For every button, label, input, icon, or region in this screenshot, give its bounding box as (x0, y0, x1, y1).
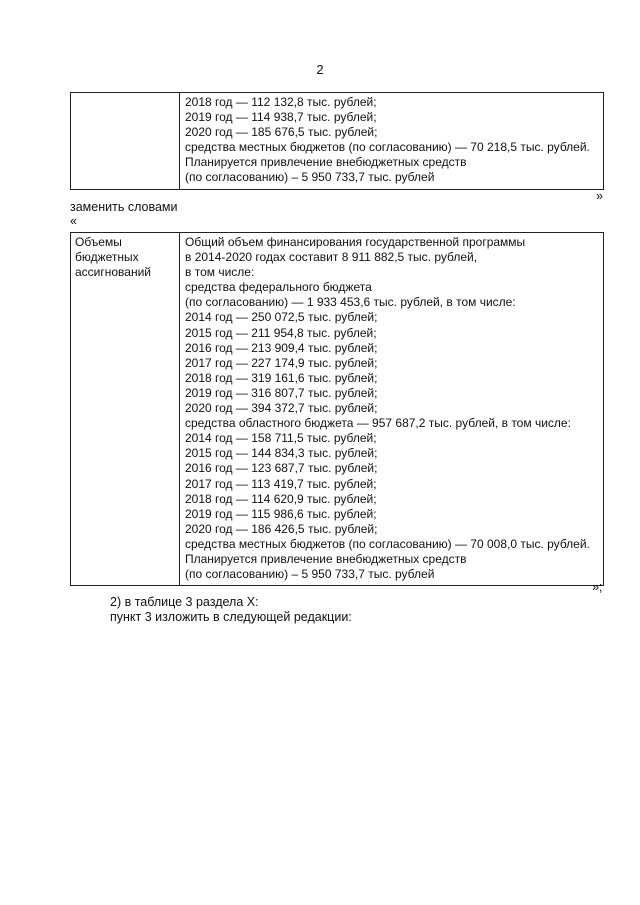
closing-quote: »; (592, 580, 603, 594)
table-row (71, 93, 604, 190)
label-line: ассигнований (75, 265, 152, 280)
label-line: Объемы (75, 235, 122, 249)
label-cell (71, 93, 180, 190)
table-line: 2018 год — 114 620,9 тыс. рублей; (185, 491, 377, 506)
table-line: 2014 год — 250 072,5 тыс. рублей; (185, 310, 378, 325)
table-line: 2019 год — 316 807,7 тыс. рублей; (185, 385, 378, 400)
table-line: Планируется привлечение внебюджетных средств (185, 155, 467, 170)
table-line: 2018 год — 112 132,8 тыс. рублей; (185, 95, 377, 109)
label-cell (71, 233, 180, 586)
label-line: бюджетных (75, 250, 139, 265)
content-cell (180, 233, 604, 586)
table-line: (по согласованию) – 5 950 733,7 тыс. рублей (185, 170, 435, 185)
table-line: (по согласованию) — 1 933 453,6 тыс. рублей, в том числе: (185, 295, 516, 310)
table-line: средства местных бюджетов (по согласованию) — 70 218,5 тыс. рублей. (185, 140, 590, 155)
table-line: 2020 год — 185 676,5 тыс. рублей; (185, 125, 378, 140)
table-line: Планируется привлечение внебюджетных средств (185, 551, 467, 566)
table-line: средства федерального бюджета (185, 280, 372, 295)
table-line: в том числе: (185, 265, 255, 280)
table-line: 2016 год — 123 687,7 тыс. рублей; (185, 461, 378, 476)
table-line: Общий объем финансирования государственной программы (185, 235, 526, 249)
table-line: средства местных бюджетов (по согласованию) — 70 008,0 тыс. рублей. (185, 536, 590, 551)
table-line: 2016 год — 213 909,4 тыс. рублей; (185, 340, 378, 355)
content-cell (180, 93, 604, 190)
table-line: в 2014-2020 годах составит 8 911 882,5 тыс. рублей, (185, 250, 478, 265)
table-row (71, 233, 604, 586)
table-line: 2020 год — 394 372,7 тыс. рублей; (185, 401, 378, 416)
replace-instruction: заменить словами (70, 200, 178, 214)
table-line: 2017 год — 113 419,7 тыс. рублей; (185, 476, 377, 491)
item-3-text: пункт 3 изложить в следующей редакции: (110, 610, 352, 624)
table-line: 2019 год — 115 986,6 тыс. рублей; (185, 506, 377, 521)
funding-table-old (70, 92, 604, 190)
closing-quote: » (596, 189, 603, 203)
table-line: 2019 год — 114 938,7 тыс. рублей; (185, 110, 377, 125)
table-line: 2020 год — 186 426,5 тыс. рублей; (185, 521, 378, 536)
table-line: (по согласованию) – 5 950 733,7 тыс. рублей (185, 567, 435, 582)
page-number: 2 (316, 62, 324, 77)
opening-quote: « (70, 214, 77, 228)
table-line: 2018 год — 319 161,6 тыс. рублей; (185, 370, 378, 385)
table-line: 2017 год — 227 174,9 тыс. рублей; (185, 355, 378, 370)
table-line: 2015 год — 144 834,3 тыс. рублей; (185, 446, 378, 461)
table-line: 2014 год — 158 711,5 тыс. рублей; (185, 431, 377, 446)
table-line: 2015 год — 211 954,8 тыс. рублей; (185, 325, 377, 340)
funding-table-new (70, 232, 604, 586)
table-line: средства областного бюджета — 957 687,2 тыс. рублей, в том числе: (185, 416, 571, 431)
item-2-text: 2) в таблице 3 раздела X: (110, 595, 259, 609)
